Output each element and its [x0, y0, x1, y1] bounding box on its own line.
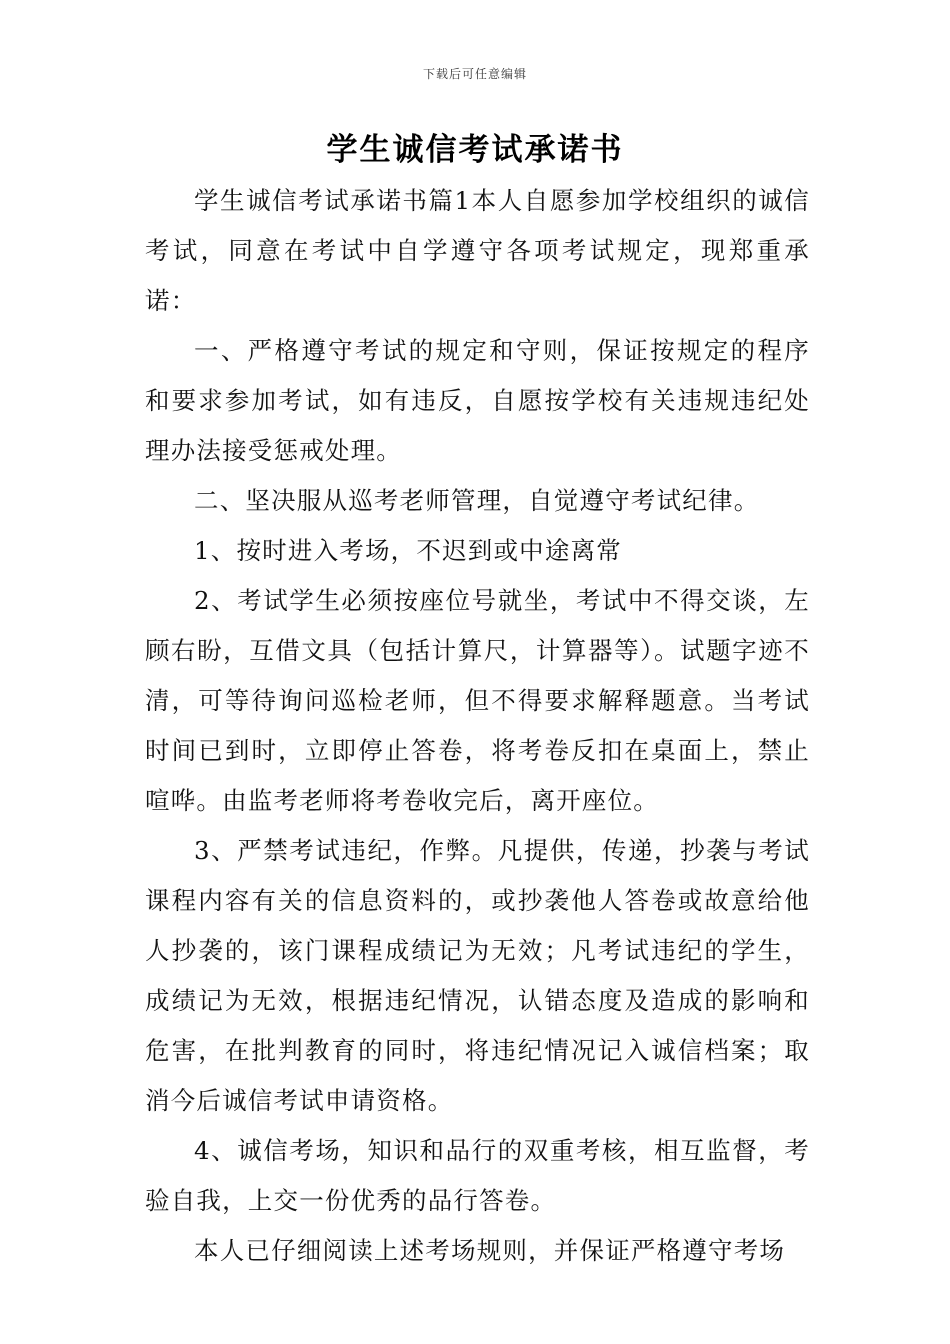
paragraph-closing: 本人已仔细阅读上述考场规则，并保证严格遵守考场: [194, 1236, 786, 1265]
paragraph-rule-1: 1、按时进入考场，不迟到或中途离常: [194, 536, 622, 565]
paragraph-item-2: 二、坚决服从巡考老师管理，自觉遵守考试纪律。: [194, 486, 760, 515]
paragraph-intro: 学生诚信考试承诺书篇1本人自愿参加学校组织的诚信考试，同意在考试中自学遵守各项考试规定，现郑重承诺：: [145, 186, 810, 315]
document-title: 学生诚信考试承诺书: [326, 132, 624, 168]
paragraph-item-1: 一、严格遵守考试的规定和守则，保证按规定的程序和要求参加考试，如有违反，自愿按学校有关违规违纪处理办法接受惩戒处理。: [145, 336, 810, 465]
header-note: 下载后可任意编辑: [422, 67, 527, 81]
paragraph-rule-2: 2、考试学生必须按座位号就坐，考试中不得交谈，左顾右盼，互借文具（包括计算尺，计算器等）。试题字迹不清，可等待询问巡检老师，但不得要求解释题意。当考试时间已到时，立即停止答卷，将考卷反扣在桌面上，禁止喧哗。由监考老师将考卷收完后，离开座位。: [145, 586, 810, 815]
paragraph-rule-3: 3、严禁考试违纪，作弊。凡提供，传递，抄袭与考试课程内容有关的信息资料的，或抄袭他人答卷或故意给他人抄袭的，该门课程成绩记为无效；凡考试违纪的学生，成绩记为无效，根据违纪情况，认错态度及造成的影响和危害，在批判教育的同时，将违纪情况记入诚信档案；取消今后诚信考试申请资格。: [145, 836, 810, 1115]
document-body: [145, 176, 810, 1276]
paragraph-rule-4: 4、诚信考场，知识和品行的双重考核，相互监督，考验自我，上交一份优秀的品行答卷。: [145, 1136, 810, 1215]
